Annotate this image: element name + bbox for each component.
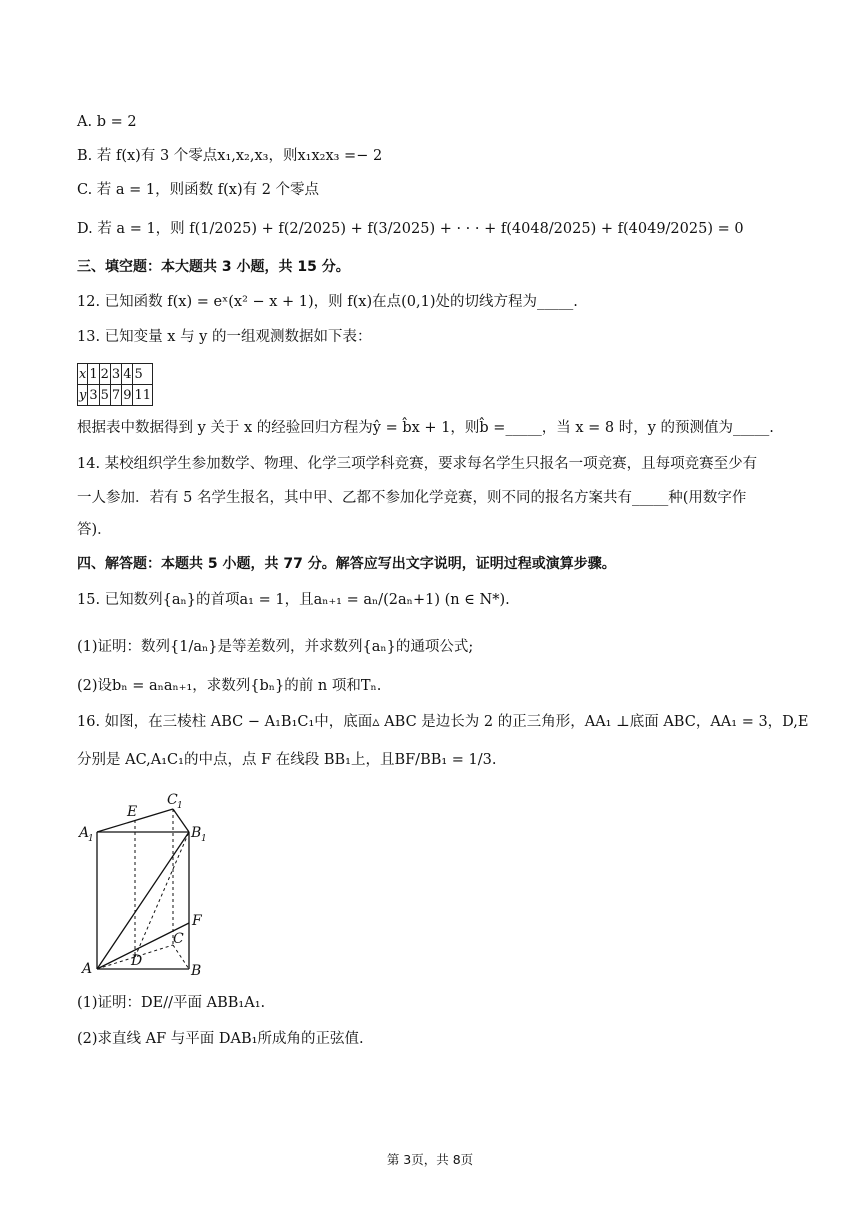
edge-ab1 bbox=[97, 832, 189, 969]
question-13: 13. 已知变量 x 与 y 的一组观测数据如下表： bbox=[77, 329, 372, 345]
prism-figure bbox=[77, 785, 217, 985]
table-cell: 4 bbox=[122, 364, 133, 385]
label-a1: A bbox=[79, 825, 90, 841]
question-15-part1: (1)证明：数列{1/aₙ}是等差数列，并求数列{aₙ}的通项公式; bbox=[77, 639, 474, 655]
table-cell: 1 bbox=[88, 364, 99, 385]
question-16-line1: 16. 如图，在三棱柱 ABC − A₁B₁C₁中，底面▵ ABC 是边长为 2 的正三角形，AA₁ ⊥底面 ABC，AA₁ = 3，D,E bbox=[77, 714, 809, 730]
label-b1-sub: 1 bbox=[201, 834, 207, 844]
table-cell: y bbox=[78, 385, 88, 406]
label-b: B bbox=[191, 963, 202, 979]
table-cell: x bbox=[78, 364, 88, 385]
question-15-part2: (2)设bₙ = aₙaₙ₊₁，求数列{bₙ}的前 n 项和Tₙ. bbox=[77, 678, 382, 694]
label-e: E bbox=[127, 804, 138, 820]
table-cell: 11 bbox=[133, 385, 153, 406]
table-cell: 3 bbox=[88, 385, 99, 406]
label-c: C bbox=[173, 931, 184, 947]
label-a: A bbox=[82, 961, 93, 977]
edge-cb-hidden bbox=[173, 945, 189, 969]
section-solution-heading: 四、解答题：本题共 5 小题，共 77 分。解答应写出文字说明，证明过程或演算步骤。 bbox=[77, 556, 616, 572]
observation-table bbox=[77, 363, 153, 406]
table-cell: 5 bbox=[133, 364, 153, 385]
question-12: 12. 已知函数 f(x) = eˣ(x² − x + 1)，则 f(x)在点(0,1)处的切线方程为_____. bbox=[77, 294, 578, 310]
table-cell: 3 bbox=[110, 364, 121, 385]
label-c1-sub: 1 bbox=[177, 801, 183, 811]
table-cell: 2 bbox=[99, 364, 110, 385]
edge-c1b1 bbox=[173, 809, 189, 832]
question-16-part2: (2)求直线 AF 与平面 DAB₁所成角的正弦值. bbox=[77, 1031, 364, 1047]
question-14-line3: 答)． bbox=[77, 522, 112, 538]
option-c: C. 若 a = 1，则函数 f(x)有 2 个零点 bbox=[77, 182, 320, 198]
table-cell: 7 bbox=[110, 385, 121, 406]
option-a: A. b = 2 bbox=[77, 114, 137, 130]
label-b1: B bbox=[191, 825, 202, 841]
question-16-line2: 分别是 AC,A₁C₁的中点，点 F 在线段 BB₁上，且BF/BB₁ = 1/3. bbox=[77, 752, 497, 768]
option-d: D. 若 a = 1，则 f(1/2025) + f(2/2025) + f(3/2025) + · · · + f(4048/2025) + f(4049/2025) = 0 bbox=[77, 221, 744, 237]
question-14-line2: 一人参加．若有 5 名学生报名，其中甲、乙都不参加化学竞赛，则不同的报名方案共有_____种(用数字作 bbox=[77, 490, 747, 506]
table-cell: 5 bbox=[99, 385, 110, 406]
label-f: F bbox=[192, 913, 202, 929]
option-b: B. 若 f(x)有 3 个零点x₁,x₂,x₃，则x₁x₂x₃ =− 2 bbox=[77, 148, 383, 164]
table-row-y bbox=[78, 385, 153, 406]
table-cell: 9 bbox=[122, 385, 133, 406]
label-c1: C bbox=[167, 792, 178, 808]
question-13-regression: 根据表中数据得到 y 关于 x 的经验回归方程为ŷ = b̂x + 1，则b̂ =_____，当 x = 8 时，y 的预测值为_____. bbox=[77, 420, 774, 436]
question-15: 15. 已知数列{aₙ}的首项a₁ = 1，且aₙ₊₁ = aₙ/(2aₙ+1) (n ∈ N*). bbox=[77, 592, 510, 608]
table-row-x bbox=[78, 364, 153, 385]
section-fill-in-heading: 三、填空题：本大题共 3 小题，共 15 分。 bbox=[77, 259, 350, 275]
question-16-part1: (1)证明：DE//平面 ABB₁A₁. bbox=[77, 995, 266, 1011]
label-a1-sub: 1 bbox=[88, 834, 94, 844]
question-14-line1: 14. 某校组织学生参加数学、物理、化学三项学科竞赛，要求每名学生只报名一项竞赛，且每项竞赛至少有 bbox=[77, 456, 758, 472]
label-d: D bbox=[131, 953, 143, 969]
page-footer: 第 3页，共 8页 bbox=[386, 1152, 474, 1167]
